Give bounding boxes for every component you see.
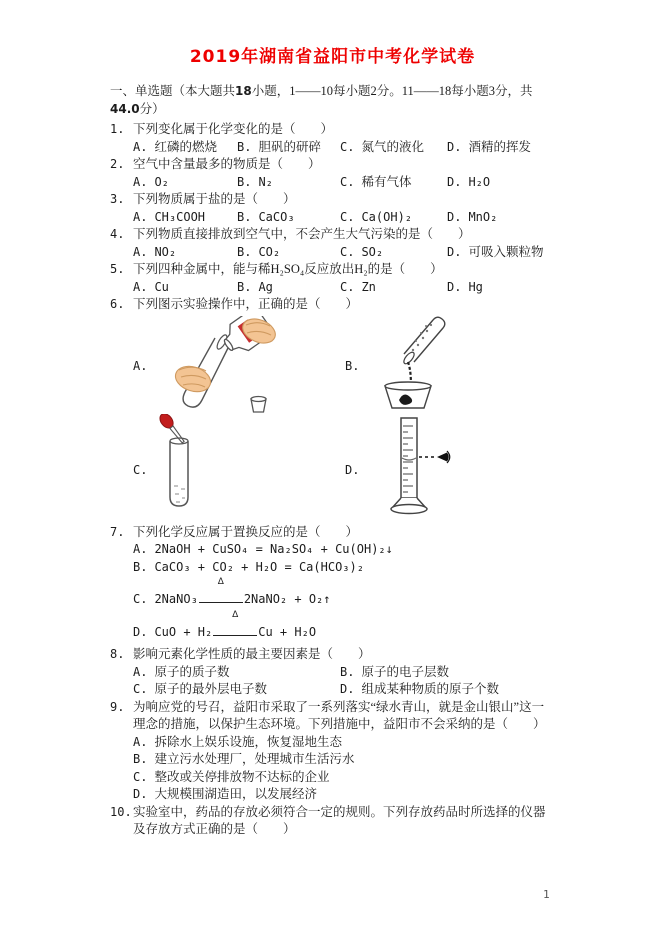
delta-symbol: Δ [232, 609, 239, 620]
question-stem: 空气中含量最多的物质是（ ） [133, 157, 321, 171]
question-stem: 下列图示实验操作中，正确的是（ ） [133, 297, 359, 311]
option-d: D. 组成某种物质的原子个数 [340, 682, 499, 696]
equation-rhs: Cu + H₂O [258, 624, 317, 639]
option-text: Zn [361, 279, 376, 294]
option-d: D. CuO + H₂ Δ Cu + H₂O [133, 609, 317, 639]
question-stem: 下列物质直接排放到空气中，不会产生大气污染的是（ ） [133, 227, 471, 241]
question-4 [110, 226, 555, 261]
equation-lhs: 2NaNO₃ [154, 592, 198, 606]
option-b: B. CO₂ [237, 244, 281, 259]
section-text-1: 一、单选题（本大题共 [110, 84, 236, 98]
question-7 [110, 524, 555, 647]
option-text: H₂O [468, 174, 491, 189]
option-c: C. Zn [340, 279, 376, 294]
option-text: 组成某种物质的原子个数 [361, 682, 499, 696]
option-d: D. Hg [447, 279, 483, 294]
options-row [133, 139, 555, 157]
option-text: SO₂ [361, 244, 384, 259]
option-a: A. 红磷的燃烧 [133, 139, 217, 154]
option-a: A. 2NaOH + CuSO₄ = Na₂SO₄ + Cu(OH)₂↓ [133, 542, 393, 556]
page-number: 1 [543, 888, 550, 901]
question-stem: 下列化学反应属于置换反应的是（ ） [133, 524, 359, 539]
question-number: 2. [110, 157, 125, 171]
question-number: 9. [110, 699, 125, 714]
options-row [133, 279, 555, 297]
option-d: D. MnO₂ [447, 209, 498, 224]
question-number: 8. [110, 647, 125, 661]
option-c: C. 稀有气体 [340, 174, 412, 189]
option-c: C. 氮气的液化 [340, 139, 424, 154]
question-stem: 下列物质属于盐的是（ ） [133, 192, 296, 206]
option-d: D. 大规模围湖造田，以发展经济 [133, 787, 317, 801]
option-text: Ag [258, 279, 273, 294]
question-number: 6. [110, 297, 125, 311]
option-b: B. 建立污水处理厂，处理城市生活污水 [133, 752, 355, 766]
section-text-3: 分） [139, 101, 165, 116]
figure-dropper-in-test-tube-icon [155, 414, 207, 514]
figure-pouring-liquid-into-test-tube-icon [155, 316, 305, 416]
option-a: A. NO₂ [133, 244, 177, 259]
option-text: 建立污水处理厂，处理城市生活污水 [154, 752, 355, 766]
option-c: C. 2NaNO₃ Δ 2NaNO₂ + O₂↑ [133, 577, 331, 606]
option-b: B. N₂ [237, 174, 273, 189]
question-stem: 下列变化属于化学变化的是（ ） [133, 122, 334, 136]
question-1 [110, 121, 555, 156]
option-d: D. 酒精的挥发 [447, 139, 531, 154]
option-text: CH₃COOH [154, 209, 206, 224]
options-row [133, 209, 555, 227]
options-row [133, 174, 555, 192]
option-a: A. 拆除水上娱乐设施，恢复湿地生态 [133, 734, 342, 749]
figure-reading-graduated-cylinder-icon [371, 414, 453, 520]
option-d: D. H₂O [447, 174, 491, 189]
option-text: CO₂ [258, 244, 281, 259]
heated-reaction-arrow [199, 577, 243, 603]
question-number: 4. [110, 227, 125, 241]
equation-rhs: 2NaNO₂ + O₂↑ [243, 592, 331, 606]
option-text: 原子的电子层数 [361, 664, 449, 679]
heated-reaction-arrow [213, 609, 257, 636]
question-stem: 为响应党的号召，益阳市采取了一系列落实“绿水青山，就是金山银山”这一理念的措施，以保护生态环境。下列措施中，益阳市不会采纳的是（ ） [133, 699, 546, 731]
figure-pouring-solid-into-dish-icon [371, 314, 461, 418]
option-text: 酒精的挥发 [468, 139, 531, 154]
option-a: A. O₂ [133, 174, 169, 189]
option-a: A. Cu [133, 279, 169, 294]
option-text: 氮气的液化 [361, 139, 424, 154]
option-text: 拆除水上娱乐设施，恢复湿地生态 [154, 734, 342, 749]
section-text-2: 小题，1——10每小题2分。11——18每小题3分，共 [251, 84, 533, 98]
figure-label-a: A. [133, 358, 148, 373]
question-2 [110, 156, 555, 191]
option-text: MnO₂ [468, 209, 498, 224]
option-d: D. 可吸入颗粒物 [447, 244, 544, 259]
options-row [133, 244, 555, 262]
equation: 2NaOH + CuSO₄ = Na₂SO₄ + Cu(OH)₂↓ [154, 542, 393, 556]
options-stack [133, 734, 555, 804]
equation-lhs: CuO + H₂ [154, 624, 213, 639]
option-b: B. Ag [237, 279, 273, 294]
option-text: 胆矾的研碎 [258, 139, 321, 154]
option-text: 原子的最外层电子数 [154, 682, 267, 696]
option-c: C. SO₂ [340, 244, 384, 259]
option-c: C. 整改或关停排放物不达标的企业 [133, 769, 330, 784]
section-header [110, 83, 555, 118]
question-number: 1. [110, 122, 125, 136]
question-10 [110, 804, 555, 839]
option-text: Ca(OH)₂ [361, 209, 413, 224]
option-text: CaCO₃ [258, 209, 295, 224]
question-3 [110, 191, 555, 226]
figure-label-b: B. [345, 358, 360, 373]
question-stem: 实验室中，药品的存放必须符合一定的规则。下列存放药品时所选择的仪器及存放方式正确的是（ ） [133, 804, 546, 836]
options-stack [133, 541, 555, 641]
question-number: 3. [110, 192, 125, 206]
option-b: B. 原子的电子层数 [340, 664, 449, 679]
page-title: 2019年湖南省益阳市中考化学试卷 [189, 47, 476, 67]
option-text: Hg [468, 279, 483, 294]
option-text: O₂ [154, 174, 169, 189]
equation: CaCO₃ + CO₂ + H₂O = Ca(HCO₃)₂ [154, 559, 364, 574]
section-total-score: 44.0 [110, 101, 140, 116]
option-b: B. CaCO₃ [237, 209, 295, 224]
experiment-figures [133, 314, 555, 524]
option-c: C. 原子的最外层电子数 [133, 682, 267, 696]
question-number: 7. [110, 524, 125, 539]
option-a: A. 原子的质子数 [133, 664, 230, 679]
option-text: 可吸入颗粒物 [468, 244, 544, 259]
eye-icon [437, 452, 449, 461]
figure-label-d: D. [345, 462, 360, 477]
question-stem: 下列四种金属中，能与稀H₂SO₄反应放出H₂的是（ ） [133, 262, 443, 276]
option-text: 大规模围湖造田，以发展经济 [154, 787, 317, 801]
question-stem: 影响元素化学性质的最主要因素是（ ） [133, 647, 371, 661]
option-c: C. Ca(OH)₂ [340, 209, 413, 224]
question-number: 10. [110, 804, 132, 819]
question-9 [110, 699, 555, 804]
option-b: B. 胆矾的研碎 [237, 139, 321, 154]
option-text: 稀有气体 [361, 174, 412, 189]
question-5 [110, 261, 555, 296]
question-number: 5. [110, 262, 125, 276]
options-row [133, 664, 555, 699]
option-text: 红磷的燃烧 [154, 139, 217, 154]
option-text: N₂ [258, 174, 273, 189]
option-text: 原子的质子数 [154, 664, 230, 679]
figure-label-c: C. [133, 462, 148, 477]
option-text: Cu [154, 279, 169, 294]
question-8 [110, 646, 555, 699]
option-text: NO₂ [154, 244, 177, 259]
section-count: 18 [235, 84, 252, 98]
option-text: 整改或关停排放物不达标的企业 [154, 769, 330, 784]
option-a: A. CH₃COOH [133, 209, 206, 224]
option-b: B. CaCO₃ + CO₂ + H₂O = Ca(HCO₃)₂ [133, 559, 364, 574]
question-6 [110, 296, 555, 524]
delta-symbol: Δ [217, 577, 224, 587]
